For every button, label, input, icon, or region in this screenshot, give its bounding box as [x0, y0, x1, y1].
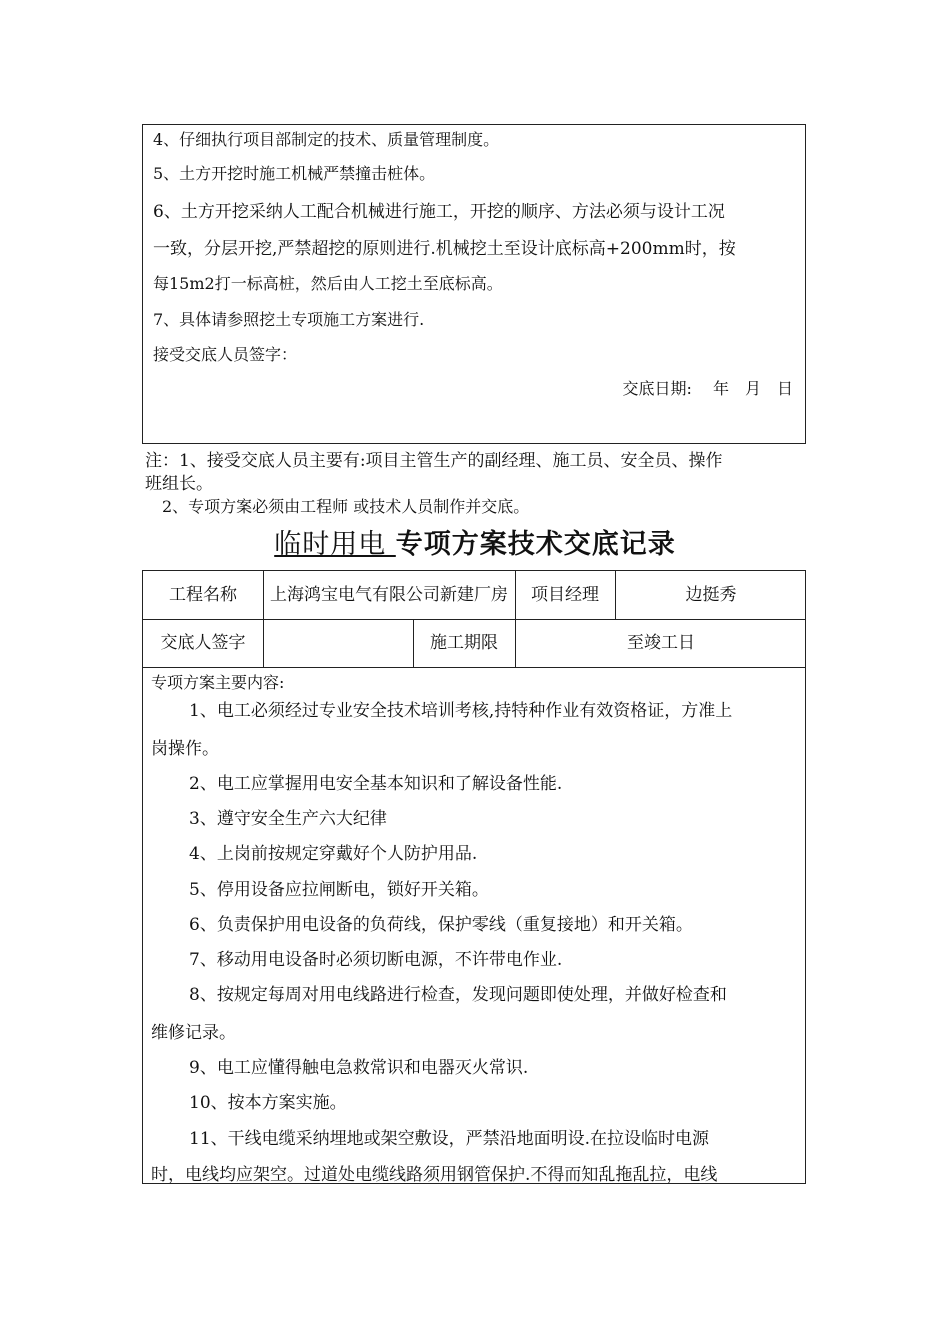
content-item-8-line1: 8、按规定每周对用电线路进行检查，发现问题即使处理，并做好检查和 [189, 985, 727, 1005]
note-2: 2、专项方案必须由工程师 或技术人员制作并交底。 [162, 497, 530, 516]
content-item-11-line1: 11、干线电缆采纳埋地或架空敷设，严禁沿地面明设.在拉设临时电源 [189, 1129, 710, 1149]
disclosure-table [142, 570, 806, 1184]
content-item-1-line1: 1、电工必须经过专业安全技术培训考核,持特种作业有效资格证，方准上 [189, 701, 733, 721]
prev-item-5: 5、土方开挖时施工机械严禁撞击桩体。 [153, 164, 436, 183]
content-heading: 专项方案主要内容: [151, 673, 285, 692]
prev-item-6-line1: 6、土方开挖采纳人工配合机械进行施工，开挖的顺序、方法必须与设计工况 [153, 202, 725, 222]
content-item-2: 2、电工应掌握用电安全基本知识和了解设备性能. [189, 774, 563, 794]
title-underlined-part: 临时用电 [274, 529, 396, 560]
project-name-label: 工程名称 [169, 585, 237, 605]
handover-date-label: 交底日期: 年 月 日 [622, 379, 793, 398]
discloser-signature-value [263, 619, 413, 667]
note-1-line2: 班组长。 [145, 474, 213, 494]
content-item-4: 4、上岗前按规定穿戴好个人防护用品. [189, 844, 478, 864]
prev-item-4: 4、仔细执行项目部制定的技术、质量管理制度。 [153, 130, 500, 149]
content-item-8-line2: 维修记录。 [151, 1023, 236, 1043]
content-item-6: 6、负责保护用电设备的负荷线，保护零线（重复接地）和开关箱。 [189, 915, 693, 935]
content-item-9: 9、电工应懂得触电急救常识和电器灭火常识. [189, 1058, 529, 1078]
content-item-7: 7、移动用电设备时必须切断电源，不许带电作业. [189, 950, 563, 970]
discloser-signature-label: 交底人签字 [160, 633, 246, 653]
prev-item-7: 7、具体请参照挖土专项施工方案进行. [153, 310, 425, 329]
content-item-10: 10、按本方案实施。 [189, 1093, 347, 1113]
prev-item-6-line2: 一致，分层开挖,严禁超挖的原则进行.机械挖土至设计底标高+200mm时，按 [153, 239, 736, 259]
previous-section-box [142, 124, 806, 444]
content-item-3: 3、遵守安全生产六大纪律 [189, 809, 387, 829]
content-item-11-line2: 时，电线均应架空。过道处电缆线路须用钢管保护.不得而知乱拖乱拉，电线 [151, 1165, 718, 1184]
page-title [0, 522, 950, 561]
project-name-value: 上海鸿宝电气有限公司新建厂房 [270, 585, 508, 605]
project-manager-label: 项目经理 [531, 585, 599, 605]
construction-period-label: 施工期限 [430, 633, 498, 653]
content-item-5: 5、停用设备应拉闸断电，锁好开关箱。 [189, 880, 489, 900]
receiver-signature-label: 接受交底人员签字： [153, 345, 298, 364]
row-divider-2 [143, 667, 805, 668]
project-manager-value: 边挺秀 [685, 585, 737, 605]
note-1-line1: 注：1、接受交底人员主要有:项目主管生产的副经理、施工员、安全员、操作 [145, 451, 723, 471]
construction-period-value: 至竣工日 [627, 633, 695, 653]
title-main-part: 专项方案技术交底记录 [395, 529, 676, 560]
content-item-1-line2: 岗操作。 [151, 739, 219, 759]
prev-item-6-line3: 每15m2打一标高桩，然后由人工挖土至底标高。 [153, 274, 503, 293]
